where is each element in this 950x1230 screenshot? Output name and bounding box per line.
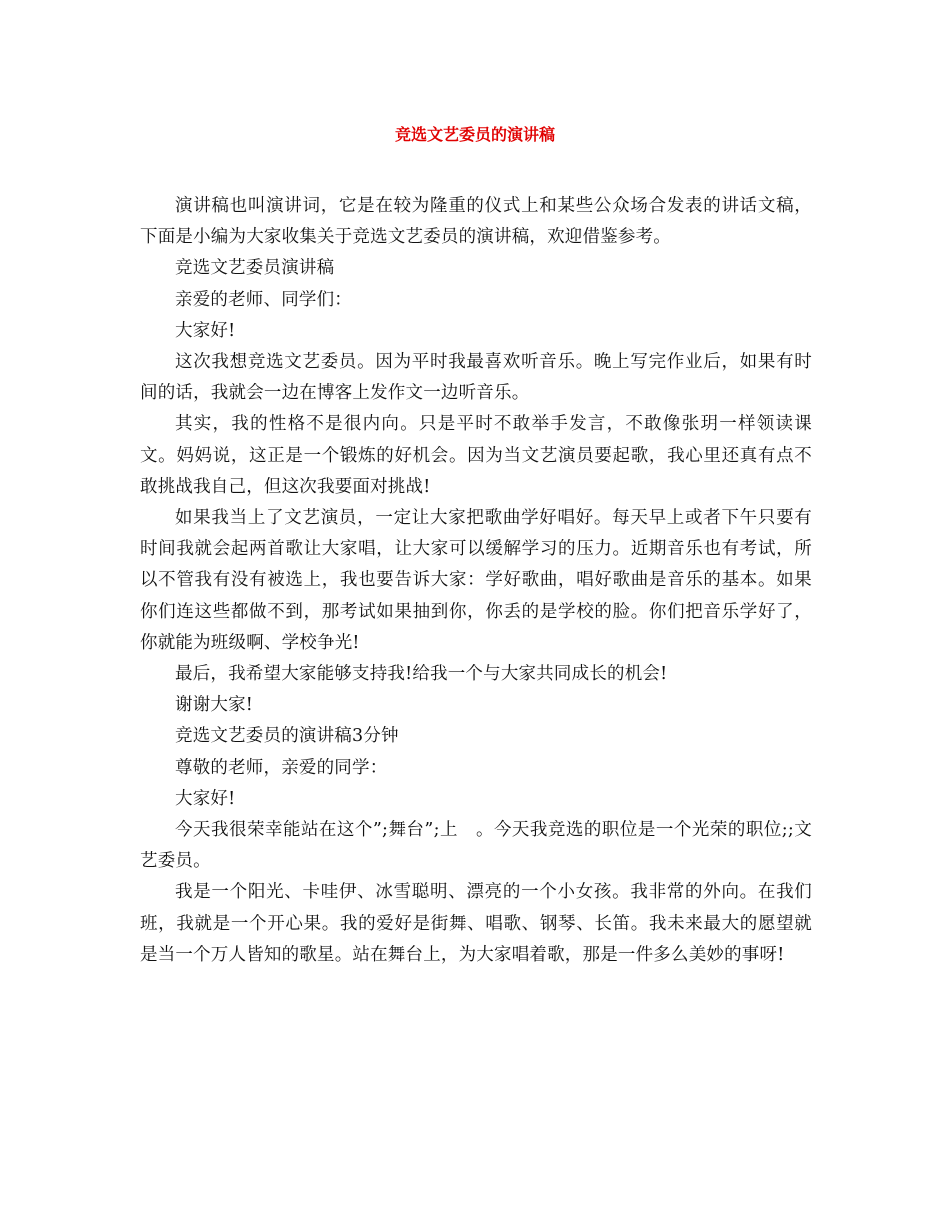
paragraph-intro: 演讲稿也叫演讲词，它是在较为隆重的仪式上和某些公众场合发表的讲话文稿，下面是小编为大家收集关于竞选文艺委员的演讲稿，欢迎借鉴参考。 [140, 196, 812, 248]
document-body [140, 191, 812, 971]
paragraph-body-2: 其实，我的性格不是很内向。只是平时不敢举手发言，不敢像张玥一样领读课文。妈妈说，这正是一个锻炼的好机会。因为当文艺演员要起歌，我心里还真有点不敢挑战我自己，但这次我要面对挑战! [140, 414, 812, 497]
paragraph-body-3: 如果我当上了文艺演员，一定让大家把歌曲学好唱好。每天早上或者下午只要有时间我就会起两首歌让大家唱，让大家可以缓解学习的压力。近期音乐也有考试，所以不管我有没有被选上，我也要告诉大家：学好歌曲，唱好歌曲是音乐的基本。如果你们连这些都做不到，那考试如果抽到你，你丢的是学校的脸。你们把音乐学好了，你就能为班级啊、学校争光! [140, 508, 812, 653]
paragraph-greeting-2: 尊敬的老师，亲爱的同学： [175, 757, 388, 778]
paragraph-greeting-1: 亲爱的老师、同学们： [175, 289, 352, 310]
paragraph-body-4: 最后，我希望大家能够支持我!给我一个与大家共同成长的机会! [175, 664, 668, 685]
document-title: 竞选文艺委员的演讲稿 [394, 125, 555, 144]
paragraph-body-6: 我是一个阳光、卡哇伊、冰雪聪明、漂亮的一个小女孩。我非常的外向。在我们班，我就是一个开心果。我的爱好是街舞、唱歌、钢琴、长笛。我未来最大的愿望就是当一个万人皆知的歌星。站在舞台上，为大家唱着歌，那是一件多么美妙的事呀! [140, 882, 812, 965]
paragraph-body-5: 今天我很荣幸能站在这个”;舞台”;上 。今天我竞选的职位是一个光荣的职位;;文艺委员。 [140, 820, 812, 872]
paragraph-thanks: 谢谢大家! [175, 695, 254, 716]
paragraph-subtitle-2: 竞选文艺委员的演讲稿3分钟 [175, 726, 399, 747]
paragraph-subtitle-1: 竞选文艺委员演讲稿 [175, 258, 335, 279]
paragraph-hello-2: 大家好! [175, 788, 236, 809]
paragraph-body-1: 这次我想竞选文艺委员。因为平时我最喜欢听音乐。晚上写完作业后，如果有时间的话，我就会一边在博客上发作文一边听音乐。 [140, 352, 812, 404]
paragraph-hello-1: 大家好! [175, 320, 236, 341]
